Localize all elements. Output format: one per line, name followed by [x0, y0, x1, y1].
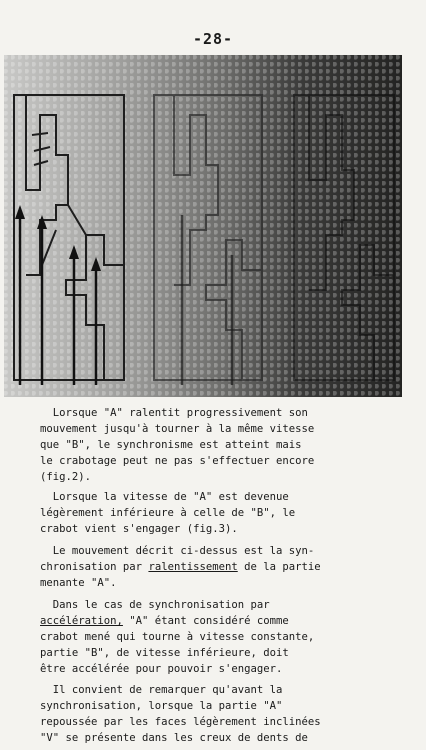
figure-1-outline: [14, 95, 124, 380]
paragraph-4: [40, 597, 380, 677]
p3-line-2-after: de la partie: [237, 561, 321, 573]
figure-2-outline: [154, 95, 262, 380]
p4-line-5: être accélérée pour pouvoir s'engager.: [40, 663, 283, 675]
p3-underlined-term: ralentissement: [148, 561, 238, 573]
figure-1-arrows: [20, 213, 96, 385]
p5-line-4: "V" se présente dans les creux de dents de: [40, 732, 308, 744]
paragraph-3: [40, 543, 380, 591]
p2-line-2: légèrement inférieure à celle de "B", le: [40, 507, 296, 519]
p3-line-3: menante "A".: [40, 577, 117, 589]
p4-line-3: crabot mené qui tourne à vitesse constante,: [40, 631, 315, 643]
p1-line-4: le crabotage peut ne pas s'effectuer encore: [40, 455, 315, 467]
paragraph-2: [40, 489, 380, 537]
p2-line-1: Lorsque la vitesse de "A" est devenue: [40, 491, 289, 503]
p5-line-2: synchronisation, lorsque la partie "A": [40, 700, 283, 712]
p1-line-1: Lorsque "A" ralentit progressivement son: [40, 407, 308, 419]
p1-line-5: (fig.2).: [40, 471, 92, 483]
figure-1-arrowheads: [15, 205, 101, 271]
figure-3-outline: [294, 95, 394, 380]
p3-line-2-before: chronisation par: [40, 561, 149, 573]
paragraph-1: [40, 405, 380, 485]
p4-line-4: partie "B", de vitesse inférieure, doit: [40, 647, 289, 659]
paragraph-5: [40, 682, 380, 746]
p1-line-3: que "B", le synchronisme est atteint mais: [40, 439, 302, 451]
p4-line-1: Dans le cas de synchronisation par: [40, 599, 270, 611]
p3-line-1: Le mouvement décrit ci-dessus est la syn-: [40, 545, 315, 557]
p4-line-2-after: "A" étant considéré comme: [122, 615, 289, 627]
crabot-figure-photo: [4, 55, 402, 397]
page-number: -28-: [192, 30, 234, 48]
p2-line-3: crabot vient s'engager (fig.3).: [40, 523, 238, 535]
p1-line-2: mouvement jusqu'à tourner à la même vitesse: [40, 423, 315, 435]
p5-line-3: repoussée par les faces légèrement inclinées: [40, 716, 321, 728]
crabot-figure-drawing: [4, 55, 402, 397]
p4-underlined-term: accélération,: [40, 615, 123, 627]
p5-line-1: Il convient de remarquer qu'avant la: [40, 684, 283, 696]
